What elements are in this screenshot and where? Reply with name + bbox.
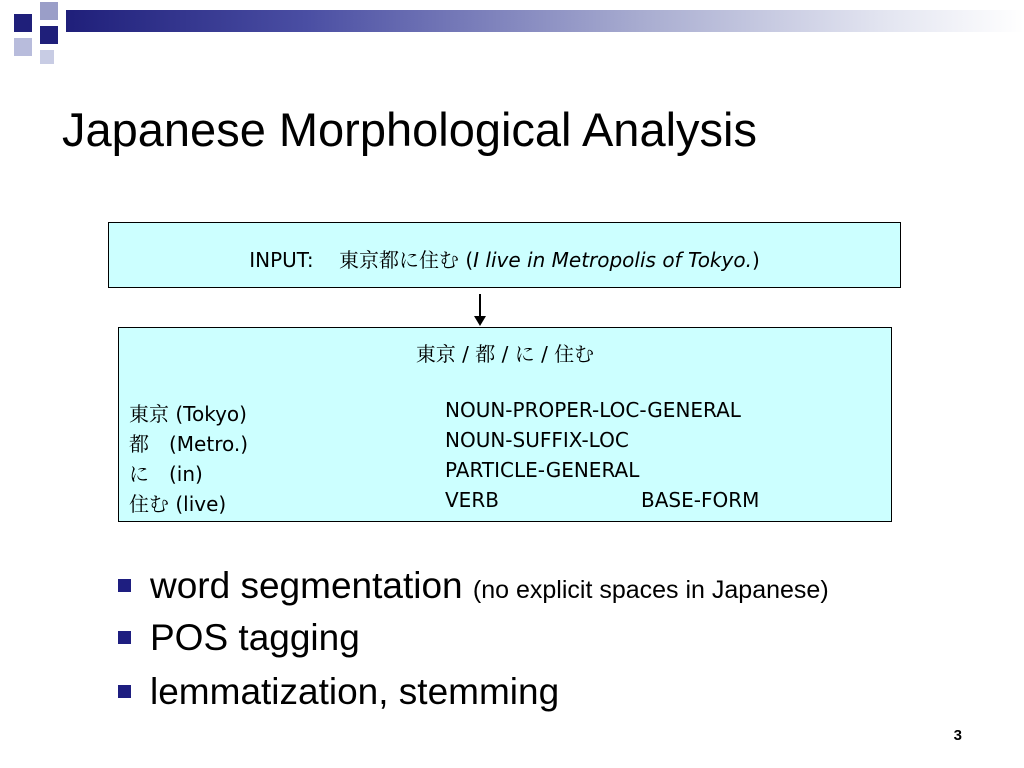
input-line	[109, 244, 900, 273]
row-word: に (in)	[129, 462, 203, 486]
segmentation-line: 東京 / 都 / に / 住む	[415, 342, 595, 366]
analysis-row	[129, 458, 879, 488]
header-square-dark-2	[40, 26, 58, 44]
header-square-dark-1	[14, 14, 32, 32]
input-open-paren: (	[465, 248, 474, 272]
bullet-square-icon	[118, 631, 131, 644]
bullet-item	[150, 564, 829, 612]
header-gradient-bar	[66, 10, 1024, 32]
row-pos: NOUN-SUFFIX-LOC	[445, 428, 629, 452]
input-close-paren: )	[751, 248, 760, 272]
analysis-box	[118, 327, 892, 522]
bullet-text: word segmentation	[150, 565, 463, 606]
row-pos: NOUN-PROPER-LOC-GENERAL	[445, 398, 741, 422]
bullet-item	[150, 670, 559, 714]
input-translation: I live in Metropolis of Tokyo.	[473, 248, 752, 272]
bullet-square-icon	[118, 579, 131, 592]
input-prefix: INPUT:	[249, 248, 314, 272]
input-box	[108, 222, 901, 288]
row-word: 都 (Metro.)	[129, 432, 249, 456]
row-form: BASE-FORM	[641, 488, 760, 512]
down-arrow-shaft	[479, 294, 481, 318]
analysis-row	[129, 398, 879, 428]
analysis-row	[129, 488, 879, 518]
page-number: 3	[953, 727, 962, 744]
row-word: 東京 (Tokyo)	[129, 402, 247, 426]
slide-title: Japanese Morphological Analysis	[62, 103, 757, 156]
bullet-text: POS tagging	[150, 617, 360, 658]
bullet-note: (no explicit spaces in Japanese)	[472, 576, 829, 604]
row-word: 住む (live)	[129, 492, 227, 516]
down-arrow-icon	[474, 316, 486, 326]
analysis-row	[129, 428, 879, 458]
input-japanese: 東京都に住む	[339, 248, 459, 272]
bullet-text: lemmatization, stemming	[150, 671, 560, 712]
header-square-light-1	[40, 2, 58, 20]
row-pos: PARTICLE-GENERAL	[445, 458, 640, 482]
header-square-light-2	[14, 38, 32, 56]
row-pos: VERB	[445, 488, 499, 512]
bullet-item	[150, 616, 360, 660]
header-square-light-3	[40, 50, 54, 64]
bullet-square-icon	[118, 685, 131, 698]
